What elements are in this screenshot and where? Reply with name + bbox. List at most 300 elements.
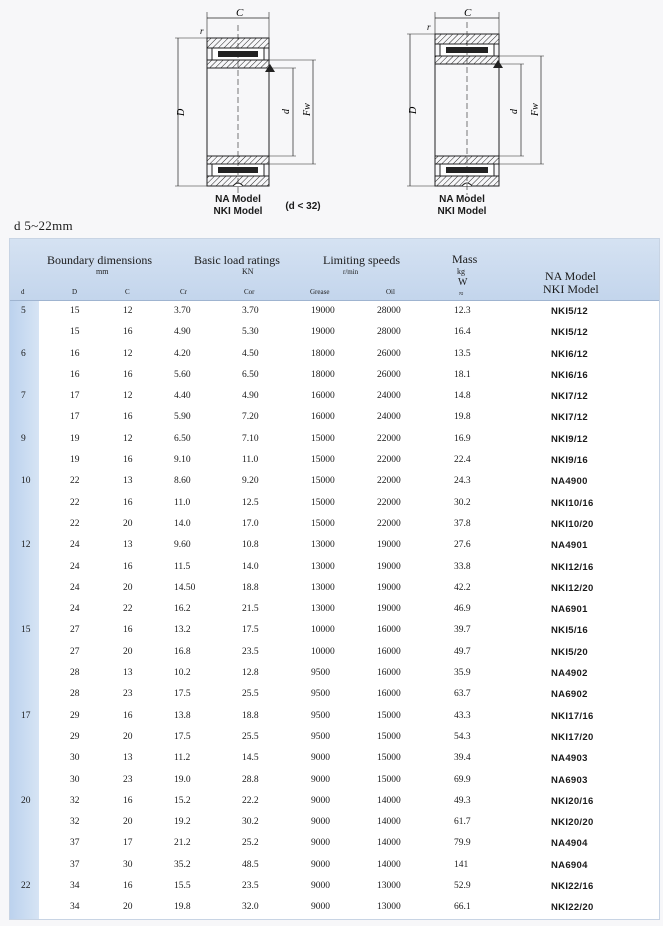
speed-grease: 9000: [311, 838, 330, 849]
static-load-cor: 9.20: [242, 476, 259, 487]
speed-grease: 9000: [311, 859, 330, 870]
table-row: [10, 897, 659, 918]
width-c: 12: [123, 391, 133, 402]
table-row: [10, 876, 659, 897]
outer-diameter: 34: [70, 881, 80, 892]
outer-diameter: 24: [70, 540, 80, 551]
dynamic-load-cr: 11.5: [174, 561, 191, 572]
width-c: 12: [123, 433, 133, 444]
outer-diameter: 19: [70, 455, 80, 466]
static-load-cor: 23.5: [242, 646, 259, 657]
width-c: 17: [123, 838, 133, 849]
model-number: NKI12/16: [551, 561, 594, 573]
dynamic-load-cr: 5.60: [174, 369, 191, 380]
table-row: [10, 833, 659, 854]
dynamic-load-cr: 14.0: [174, 518, 191, 529]
dynamic-load-cr: 13.2: [174, 625, 191, 636]
speed-grease: 9500: [311, 731, 330, 742]
mass-value: 42.2: [454, 582, 471, 593]
static-load-cor: 22.2: [242, 795, 259, 806]
table-body: [10, 301, 659, 919]
static-load-cor: 23.5: [242, 881, 259, 892]
dynamic-load-cr: 16.8: [174, 646, 191, 657]
bearing-section-left: [175, 7, 316, 195]
model-number: NA4904: [551, 838, 588, 850]
mass-value: 16.9: [454, 433, 471, 444]
speed-oil: 24000: [377, 412, 401, 423]
size-note: (d < 32): [285, 201, 321, 212]
speed-grease: 15000: [311, 455, 335, 466]
mass-value: 18.1: [454, 369, 471, 380]
table-row: [10, 770, 659, 791]
static-load-cor: 4.90: [242, 391, 259, 402]
width-c: 13: [123, 476, 133, 487]
speed-oil: 19000: [377, 561, 401, 572]
mass-value: 43.3: [454, 710, 471, 721]
mass-value: 63.7: [454, 689, 471, 700]
table-row: [10, 514, 659, 535]
width-c: 23: [123, 689, 133, 700]
outer-diameter: 29: [70, 710, 80, 721]
speed-oil: 16000: [377, 646, 401, 657]
static-load-cor: 25.5: [242, 689, 259, 700]
bore-d: 12: [21, 540, 31, 551]
speed-grease: 15000: [311, 497, 335, 508]
outer-diameter: 19: [70, 433, 80, 444]
dim-fw-label: Fw: [302, 103, 313, 116]
table-row: [10, 450, 659, 471]
static-load-cor: 4.50: [242, 348, 259, 359]
col-header-oil: Oil: [386, 288, 395, 296]
speed-grease: 16000: [311, 391, 335, 402]
model-number: NKI9/16: [551, 455, 588, 467]
speed-oil: 19000: [377, 604, 401, 615]
outer-diameter: 27: [70, 646, 80, 657]
speed-oil: 15000: [377, 710, 401, 721]
dynamic-load-cr: 17.5: [174, 731, 191, 742]
table-row: [10, 791, 659, 812]
mass-value: 49.3: [454, 795, 471, 806]
col-header-grease: Grease: [310, 288, 330, 296]
speed-oil: 28000: [377, 327, 401, 338]
outer-diameter: 28: [70, 668, 80, 679]
mass-value: 69.9: [454, 774, 471, 785]
width-c: 16: [123, 327, 133, 338]
model-number: NKI5/12: [551, 327, 588, 339]
model-number: NKI22/16: [551, 881, 594, 893]
static-load-cor: 6.50: [242, 369, 259, 380]
speed-oil: 22000: [377, 497, 401, 508]
outer-diameter: 15: [70, 327, 80, 338]
caption-line: NA Model: [439, 194, 485, 205]
width-c: 12: [123, 348, 133, 359]
dynamic-load-cr: 15.2: [174, 795, 191, 806]
width-c: 20: [123, 902, 133, 913]
speed-grease: 9500: [311, 710, 330, 721]
speed-grease: 15000: [311, 476, 335, 487]
caption-line: NKI Model: [437, 206, 487, 217]
static-load-cor: 3.70: [242, 306, 259, 316]
header-speed-unit: r/min: [343, 268, 359, 276]
speed-oil: 16000: [377, 625, 401, 636]
model-number: NA4900: [551, 476, 588, 488]
speed-oil: 19000: [377, 540, 401, 551]
speed-oil: 14000: [377, 859, 401, 870]
width-c: 16: [123, 625, 133, 636]
outer-diameter: 24: [70, 561, 80, 572]
dynamic-load-cr: 14.50: [174, 582, 196, 593]
static-load-cor: 14.0: [242, 561, 259, 572]
table-row: [10, 365, 659, 386]
model-number: NKI20/20: [551, 817, 594, 829]
speed-oil: 14000: [377, 838, 401, 849]
static-load-cor: 10.8: [242, 540, 259, 551]
outer-diameter: 22: [70, 497, 80, 508]
model-number: NKI7/12: [551, 391, 588, 403]
caption-line: NA Model: [215, 194, 261, 205]
model-number: NKI5/16: [551, 625, 588, 637]
static-load-cor: 12.5: [242, 497, 259, 508]
table-row: [10, 599, 659, 620]
speed-oil: 22000: [377, 455, 401, 466]
static-load-cor: 7.10: [242, 433, 259, 444]
bearing-drawings: [0, 0, 663, 225]
speed-grease: 10000: [311, 625, 335, 636]
table-row: [10, 642, 659, 663]
header-model-nki: NKI Model: [543, 282, 599, 296]
caption-line: NKI Model: [213, 206, 263, 217]
dynamic-load-cr: 9.60: [174, 540, 191, 551]
table-row: [10, 493, 659, 514]
outer-diameter: 22: [70, 518, 80, 529]
dynamic-load-cr: 19.2: [174, 817, 191, 828]
model-number: NKI17/16: [551, 710, 594, 722]
left-drawing-caption: [196, 194, 280, 218]
mass-value: 54.3: [454, 731, 471, 742]
speed-oil: 22000: [377, 518, 401, 529]
col-header-D: D: [72, 288, 78, 296]
static-load-cor: 25.2: [242, 838, 259, 849]
mass-value: 27.6: [454, 540, 471, 551]
dynamic-load-cr: 4.20: [174, 348, 191, 359]
header-load: Basic load ratings: [194, 253, 280, 267]
speed-oil: 13000: [377, 881, 401, 892]
speed-grease: 18000: [311, 369, 335, 380]
model-number: NKI5/12: [551, 306, 588, 317]
model-number: NKI6/16: [551, 369, 588, 381]
mass-value: 30.2: [454, 497, 471, 508]
speed-grease: 9000: [311, 881, 330, 892]
speed-oil: 26000: [377, 348, 401, 359]
outer-diameter: 37: [70, 838, 80, 849]
speed-oil: 26000: [377, 369, 401, 380]
table-row: [10, 578, 659, 599]
spec-table: [9, 238, 660, 920]
table-row: [10, 727, 659, 748]
model-number: NA4902: [551, 668, 588, 680]
dim-d-label: d: [509, 109, 520, 114]
static-load-cor: 30.2: [242, 817, 259, 828]
table-row: [10, 301, 659, 322]
static-load-cor: 14.5: [242, 753, 259, 764]
model-number: NKI10/20: [551, 518, 594, 530]
col-header-d: d: [21, 288, 25, 296]
speed-grease: 9000: [311, 774, 330, 785]
mass-value: 49.7: [454, 646, 471, 657]
bore-d: 10: [21, 476, 31, 487]
outer-diameter: 16: [70, 369, 80, 380]
col-header-cr: Cr: [180, 288, 187, 296]
table-row: [10, 620, 659, 641]
mass-value: 61.7: [454, 817, 471, 828]
header-boundary-unit: mm: [96, 267, 109, 276]
outer-diameter: 16: [70, 348, 80, 359]
table-row: [10, 386, 659, 407]
dim-fw-label: Fw: [530, 103, 541, 116]
mass-value: 35.9: [454, 668, 471, 679]
dynamic-load-cr: 11.2: [174, 753, 191, 764]
table-row: [10, 706, 659, 727]
model-number: NKI12/20: [551, 582, 594, 594]
width-c: 20: [123, 518, 133, 529]
speed-grease: 18000: [311, 348, 335, 359]
speed-grease: 9500: [311, 689, 330, 700]
outer-diameter: 37: [70, 859, 80, 870]
mass-value: 37.8: [454, 518, 471, 529]
model-number: NA6902: [551, 689, 588, 701]
speed-grease: 19000: [311, 327, 335, 338]
static-load-cor: 21.5: [242, 604, 259, 615]
mass-value: 24.3: [454, 476, 471, 487]
speed-grease: 19000: [311, 306, 335, 316]
model-number: NKI5/20: [551, 646, 588, 658]
model-number: NKI7/12: [551, 412, 588, 424]
model-number: NKI10/16: [551, 497, 594, 509]
header-mass-approx: ≈: [459, 289, 464, 298]
width-c: 20: [123, 646, 133, 657]
speed-oil: 22000: [377, 433, 401, 444]
speed-grease: 13000: [311, 582, 335, 593]
bore-d: 15: [21, 625, 31, 636]
speed-oil: 22000: [377, 476, 401, 487]
width-c: 20: [123, 731, 133, 742]
outer-diameter: 32: [70, 795, 80, 806]
static-load-cor: 12.8: [242, 668, 259, 679]
width-c: 13: [123, 753, 133, 764]
speed-grease: 15000: [311, 518, 335, 529]
speed-oil: 24000: [377, 391, 401, 402]
dynamic-load-cr: 4.40: [174, 391, 191, 402]
mass-value: 22.4: [454, 455, 471, 466]
header-model-na: NA Model: [545, 269, 596, 283]
dynamic-load-cr: 4.90: [174, 327, 191, 338]
mass-value: 141: [454, 859, 469, 870]
dim-r-label: r: [427, 22, 431, 32]
table-header: [10, 239, 659, 301]
width-c: 30: [123, 859, 133, 870]
mass-value: 39.7: [454, 625, 471, 636]
width-c: 16: [123, 795, 133, 806]
model-number: NA6901: [551, 604, 588, 616]
width-c: 16: [123, 369, 133, 380]
static-load-cor: 17.0: [242, 518, 259, 529]
model-number: NA6904: [551, 859, 588, 871]
mass-value: 14.8: [454, 391, 471, 402]
dynamic-load-cr: 13.8: [174, 710, 191, 721]
outer-diameter: 22: [70, 476, 80, 487]
model-number: NA6903: [551, 774, 588, 786]
outer-diameter: 24: [70, 582, 80, 593]
table-row: [10, 557, 659, 578]
bore-d: 7: [21, 391, 26, 402]
dynamic-load-cr: 6.50: [174, 433, 191, 444]
speed-grease: 15000: [311, 433, 335, 444]
dynamic-load-cr: 16.2: [174, 604, 191, 615]
speed-grease: 13000: [311, 604, 335, 615]
dynamic-load-cr: 11.0: [174, 497, 191, 508]
dynamic-load-cr: 3.70: [174, 306, 191, 316]
header-mass-unit: kg: [457, 267, 465, 276]
outer-diameter: 32: [70, 817, 80, 828]
header-mass-symbol: W: [458, 277, 468, 288]
table-row: [10, 407, 659, 428]
outer-diameter: 28: [70, 689, 80, 700]
outer-diameter: 30: [70, 753, 80, 764]
outer-diameter: 30: [70, 774, 80, 785]
dynamic-load-cr: 19.0: [174, 774, 191, 785]
static-load-cor: 17.5: [242, 625, 259, 636]
speed-oil: 13000: [377, 902, 401, 913]
speed-oil: 14000: [377, 795, 401, 806]
outer-diameter: 24: [70, 604, 80, 615]
mass-value: 39.4: [454, 753, 471, 764]
dim-c-label: C: [464, 7, 472, 19]
dynamic-load-cr: 5.90: [174, 412, 191, 423]
outer-diameter: 17: [70, 391, 80, 402]
header-speed: Limiting speeds: [323, 253, 400, 267]
speed-oil: 15000: [377, 753, 401, 764]
dim-D-label: D: [408, 106, 419, 114]
speed-grease: 9000: [311, 817, 330, 828]
width-c: 22: [123, 604, 133, 615]
static-load-cor: 18.8: [242, 710, 259, 721]
width-c: 13: [123, 540, 133, 551]
width-c: 20: [123, 582, 133, 593]
dynamic-load-cr: 21.2: [174, 838, 191, 849]
header-load-unit: KN: [242, 267, 254, 276]
mass-value: 19.8: [454, 412, 471, 423]
model-number: NKI20/16: [551, 795, 594, 807]
table-row: [10, 812, 659, 833]
bore-d: 20: [21, 795, 31, 806]
speed-grease: 16000: [311, 412, 335, 423]
width-c: 16: [123, 710, 133, 721]
dynamic-load-cr: 8.60: [174, 476, 191, 487]
header-mass: Mass: [452, 252, 478, 266]
mass-value: 66.1: [454, 902, 471, 913]
mass-value: 46.9: [454, 604, 471, 615]
model-number: NKI9/12: [551, 433, 588, 445]
speed-grease: 9000: [311, 753, 330, 764]
outer-diameter: 34: [70, 902, 80, 913]
speed-grease: 9000: [311, 795, 330, 806]
table-row: [10, 344, 659, 365]
width-c: 16: [123, 497, 133, 508]
speed-grease: 13000: [311, 561, 335, 572]
static-load-cor: 28.8: [242, 774, 259, 785]
dim-c-label: C: [236, 7, 244, 19]
table-row: [10, 855, 659, 876]
speed-grease: 13000: [311, 540, 335, 551]
bearing-section-right: [407, 7, 544, 195]
speed-grease: 9500: [311, 668, 330, 679]
width-c: 16: [123, 881, 133, 892]
dynamic-load-cr: 9.10: [174, 455, 191, 466]
model-number: NKI6/12: [551, 348, 588, 360]
table-row: [10, 748, 659, 769]
speed-oil: 16000: [377, 668, 401, 679]
mass-value: 12.3: [454, 306, 471, 316]
speed-grease: 9000: [311, 902, 330, 913]
model-number: NKI17/20: [551, 731, 594, 743]
speed-oil: 28000: [377, 306, 401, 316]
mass-value: 52.9: [454, 881, 471, 892]
dim-r-label: r: [200, 26, 204, 36]
outer-diameter: 17: [70, 412, 80, 423]
dynamic-load-cr: 15.5: [174, 881, 191, 892]
static-load-cor: 48.5: [242, 859, 259, 870]
speed-oil: 14000: [377, 817, 401, 828]
dynamic-load-cr: 19.8: [174, 902, 191, 913]
width-c: 16: [123, 561, 133, 572]
model-number: NKI22/20: [551, 902, 594, 914]
table-row: [10, 663, 659, 684]
static-load-cor: 25.5: [242, 731, 259, 742]
speed-oil: 15000: [377, 731, 401, 742]
bore-range-label: d 5~22mm: [14, 218, 73, 233]
mass-value: 79.9: [454, 838, 471, 849]
table-row: [10, 684, 659, 705]
model-number: NA4903: [551, 753, 588, 765]
dynamic-load-cr: 10.2: [174, 668, 191, 679]
bore-d: 5: [21, 306, 26, 316]
width-c: 23: [123, 774, 133, 785]
outer-diameter: 27: [70, 625, 80, 636]
model-number: NA4901: [551, 540, 588, 552]
speed-oil: 15000: [377, 774, 401, 785]
mass-value: 13.5: [454, 348, 471, 359]
dynamic-load-cr: 17.5: [174, 689, 191, 700]
right-drawing-caption: [420, 194, 504, 218]
mass-value: 33.8: [454, 561, 471, 572]
col-header-C: C: [125, 288, 130, 296]
dim-D-label: D: [176, 108, 187, 116]
speed-grease: 10000: [311, 646, 335, 657]
col-header-cor: Cor: [244, 288, 255, 296]
speed-oil: 16000: [377, 689, 401, 700]
outer-diameter: 15: [70, 306, 80, 316]
speed-oil: 19000: [377, 582, 401, 593]
static-load-cor: 5.30: [242, 327, 259, 338]
width-c: 13: [123, 668, 133, 679]
table-row: [10, 535, 659, 556]
table-row: [10, 429, 659, 450]
static-load-cor: 32.0: [242, 902, 259, 913]
static-load-cor: 7.20: [242, 412, 259, 423]
width-c: 16: [123, 455, 133, 466]
dynamic-load-cr: 35.2: [174, 859, 191, 870]
mass-value: 16.4: [454, 327, 471, 338]
